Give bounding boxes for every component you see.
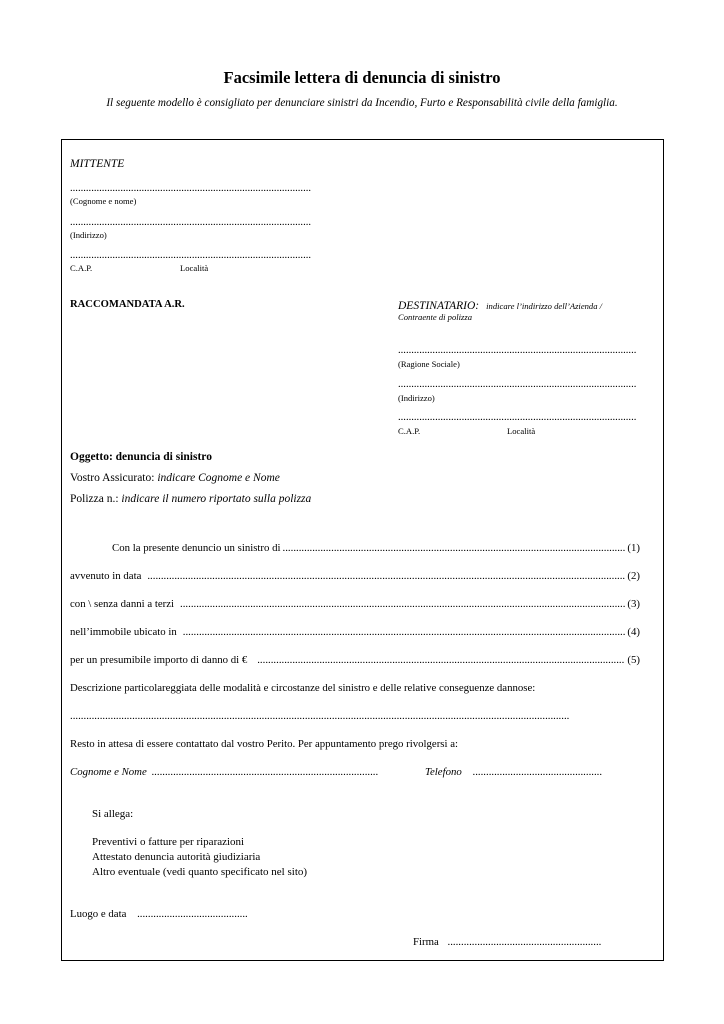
destinatario-hint-2: Contraente di polizza	[398, 312, 473, 322]
polizza-line	[70, 493, 311, 505]
cognome-label: Cognome e Nome	[70, 766, 147, 778]
body-row-1-dots	[283, 542, 626, 554]
allegati-item: Attestato denuncia autorità giudiziaria	[92, 851, 261, 863]
body-row-1-ref: (1)	[627, 542, 640, 554]
body-row-4-ref: (4)	[627, 626, 640, 638]
body-row-3-ref: (3)	[627, 598, 640, 610]
luogo-field	[70, 908, 248, 920]
assicurato-hint: indicare Cognome e Nome	[157, 472, 280, 484]
contact-sentence: Resto in attesa di essere contattato dal vostro Perito. Per appuntamento prego rivolgersi a:	[70, 738, 458, 750]
mittente-cap-caption: C.A.P.	[70, 263, 93, 273]
polizza-label: Polizza n.:	[70, 493, 119, 505]
polizza-hint: indicare il numero riportato sulla polizza	[121, 493, 312, 505]
body-row-2	[70, 570, 640, 582]
assicurato-line	[70, 472, 280, 484]
body-row-5-dots	[257, 654, 625, 666]
body-row-4-dots	[183, 626, 626, 638]
body-row-5-text: per un presumibile importo di danno di €	[70, 654, 248, 666]
destinatario-address-line: ..........................................................................................	[398, 379, 637, 390]
body-row-5	[70, 654, 640, 666]
destinatario-hint: indicare l’indirizzo dell’Azienda /	[486, 301, 603, 311]
body-row-2-text: avvenuto in data	[70, 570, 142, 582]
telefono-dots: ................................................	[472, 766, 603, 778]
body-row-1-text: Con la presente denuncio un sinistro di	[112, 542, 281, 554]
body-row-3-text: con \ senza danni a terzi	[70, 598, 175, 610]
destinatario-ragione-caption: (Ragione Sociale)	[398, 359, 460, 369]
luogo-dots: .........................................	[137, 908, 248, 920]
destinatario-cap-line: ..........................................................................................	[398, 412, 637, 423]
body-row-3-dots	[180, 598, 625, 610]
mittente-name-line: ...........................................................................................	[70, 183, 312, 194]
page-title: Facsimile lettera di denuncia di sinistro	[223, 68, 501, 87]
destinatario-ragione-line: ..........................................................................................	[398, 345, 637, 356]
mittente-label: MITTENTE	[70, 158, 125, 170]
cognome-dots: ....................................................................................	[151, 766, 379, 778]
body-row-3	[70, 598, 640, 610]
destinatario-city-caption: Località	[507, 426, 536, 436]
firma-field	[413, 936, 601, 948]
destinatario-label: DESTINATARIO:	[398, 300, 480, 312]
firma-label: Firma	[413, 936, 439, 948]
raccomandata-label: RACCOMANDATA A.R.	[70, 299, 185, 310]
body-row-1	[70, 542, 640, 554]
assicurato-label: Vostro Assicurato:	[70, 472, 155, 484]
firma-dots: .........................................................	[447, 936, 602, 948]
destinatario-cap-caption: C.A.P.	[398, 426, 421, 436]
allegati-label: Si allega:	[92, 808, 134, 820]
body-row-2-ref: (2)	[627, 570, 640, 582]
mittente-city-caption: Località	[180, 263, 209, 273]
mittente-name-caption: (Cognome e nome)	[70, 196, 137, 206]
telefono-label: Telefono	[425, 766, 462, 778]
body-row-5-ref: (5)	[627, 654, 640, 666]
mittente-address-line: ...........................................................................................	[70, 217, 312, 228]
mittente-cap-line: ...........................................................................................	[70, 250, 312, 261]
description-line: .........................................................................................................................................................................................	[70, 710, 570, 722]
description-label: Descrizione particolareggiata delle modalità e circostanze del sinistro e delle relative conseguenze dannose:	[70, 682, 536, 694]
luogo-label: Luogo e data	[70, 908, 127, 920]
body-row-4	[70, 626, 640, 638]
allegati-item: Preventivi o fatture per riparazioni	[92, 836, 245, 848]
page-subtitle: Il seguente modello è consigliato per denunciare sinistri da Incendio, Furto e Responsabilità civile della famiglia.	[106, 97, 618, 109]
cognome-field	[70, 766, 378, 778]
body-row-2-dots	[147, 570, 625, 582]
mittente-address-caption: (Indirizzo)	[70, 230, 107, 240]
body-row-4-text: nell’immobile ubicato in	[70, 626, 177, 638]
destinatario-address-caption: (Indirizzo)	[398, 393, 435, 403]
subject-line: Oggetto: denuncia di sinistro	[70, 451, 212, 463]
allegati-item: Altro eventuale (vedi quanto specificato nel sito)	[92, 866, 308, 878]
telefono-field	[425, 766, 602, 778]
